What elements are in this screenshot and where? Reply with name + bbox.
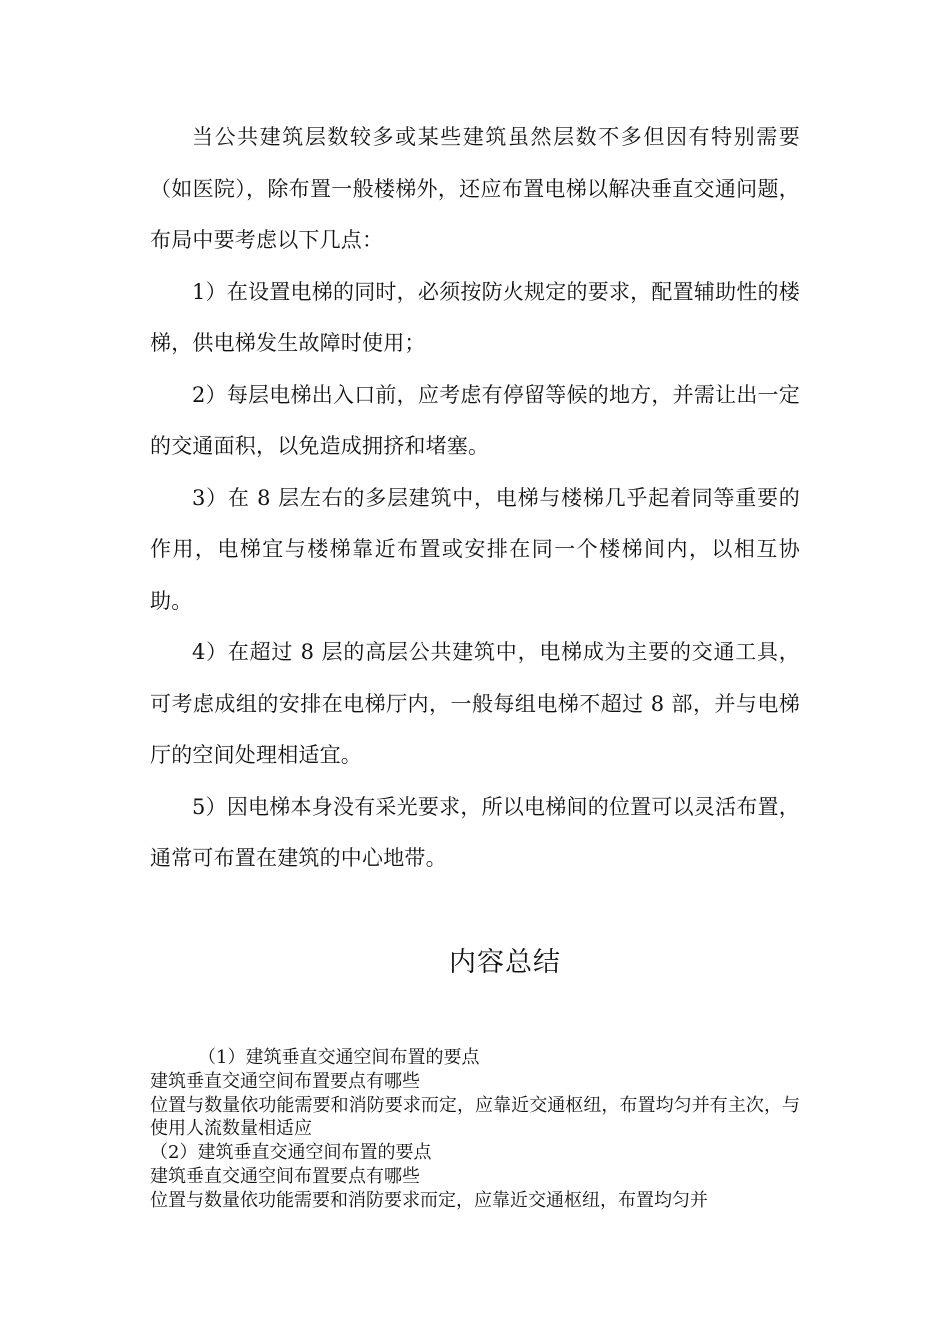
summary-text-1: 位置与数量依功能需要和消防要求而定，应靠近交通枢纽，布置均匀并有主次，与使用人流数量相适应 [150,1094,800,1140]
summary-heading-1: （1）建筑垂直交通空间布置的要点 [198,1047,480,1068]
paragraph-point-3: 3）在 8 层左右的多层建筑中，电梯与楼梯几乎起着同等重要的作用，电梯宜与楼梯靠近布置或安排在同一个楼梯间内，以相互协助。 [150,485,800,613]
summary-title: 内容总结 [449,947,561,978]
summary-subtitle-2: 建筑垂直交通空间布置要点有哪些 [150,1165,420,1187]
summary-text-2: 位置与数量依功能需要和消防要求而定，应靠近交通枢纽，布置均匀并 [150,1189,708,1211]
paragraph-point-4: 4）在超过 8 层的高层公共建筑中，电梯成为主要的交通工具，可考虑成组的安排在电梯厅内，一般每组电梯不超过 8 部，并与电梯厅的空间处理相适宜。 [150,640,800,767]
paragraph-point-1: 1）在设置电梯的同时，必须按防火规定的要求，配置辅助性的楼梯，供电梯发生故障时使用； [150,279,800,355]
body-text [150,112,800,885]
paragraph-point-2: 2）每层电梯出入口前，应考虑有停留等候的地方，并需让出一定的交通面积，以免造成拥挤和堵塞。 [150,382,800,458]
summary-section [150,1046,800,1213]
summary-subtitle-1: 建筑垂直交通空间布置要点有哪些 [150,1070,420,1092]
summary-heading-2: （2）建筑垂直交通空间布置的要点 [150,1142,432,1164]
paragraph-point-5: 5）因电梯本身没有采光要求，所以电梯间的位置可以灵活布置，通常可布置在建筑的中心地带。 [150,794,800,870]
paragraph-intro: 当公共建筑层数较多或某些建筑虽然层数不多但因有特别需要（如医院），除布置一般楼梯外，还应布置电梯以解决垂直交通问题，布局中要考虑以下几点： [150,125,800,252]
